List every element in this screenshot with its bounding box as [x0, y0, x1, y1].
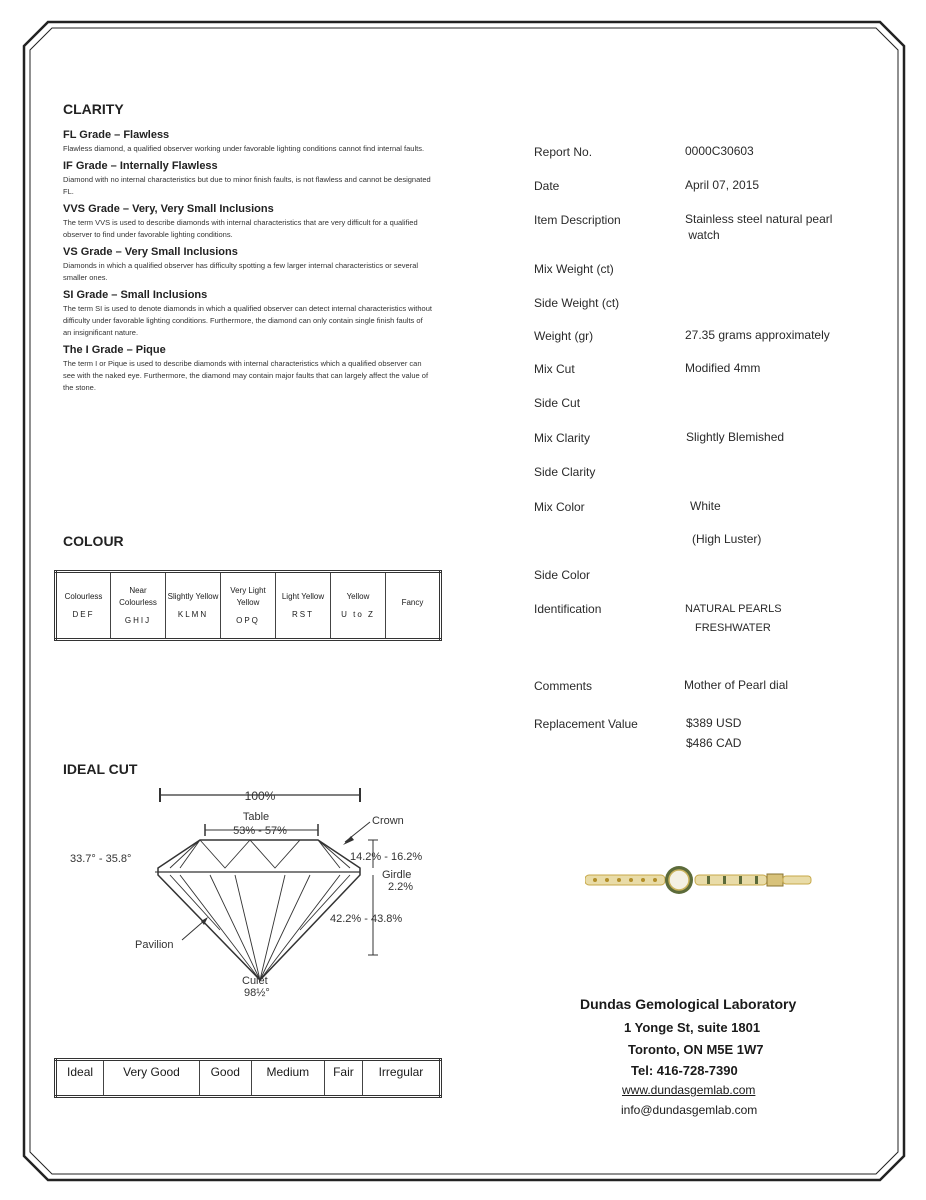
- colour-name: Near Colourless: [119, 585, 157, 607]
- grade-si: [63, 289, 443, 339]
- mix-color-note: (High Luster): [692, 532, 762, 546]
- colour-heading: COLOUR: [63, 533, 124, 549]
- lab-address-line2: Toronto, ON M5E 1W7: [628, 1042, 764, 1057]
- colour-code: KLMN: [177, 609, 209, 619]
- grade-title: VS Grade – Very Small Inclusions: [63, 246, 238, 258]
- watch-photo: [585, 864, 815, 896]
- clarity-section: [63, 101, 443, 399]
- cut-grade-cell: Very Good: [104, 1060, 200, 1097]
- grade-description: Diamond with no internal characteristics but due to minor finish faults, is not flawless and cannot be designated FL.: [63, 175, 431, 196]
- grade-if: [63, 160, 443, 198]
- girdle-percent-label: 2.2%: [388, 881, 414, 893]
- mix-weight-label: Mix Weight (ct): [534, 262, 614, 276]
- identification-value-line2: FRESHWATER: [695, 622, 771, 634]
- colour-name: Colourless: [64, 591, 103, 601]
- date-label: Date: [534, 179, 560, 193]
- culet-label: Culet: [242, 975, 268, 987]
- grade-description: Diamonds in which a qualified observer has difficulty spotting a few larger internal characteristics or several smaller ones.: [63, 261, 419, 282]
- replacement-value-cad: $486 CAD: [686, 736, 742, 750]
- lab-email[interactable]: info@dundasgemlab.com: [621, 1103, 758, 1117]
- colour-cell: [331, 572, 386, 640]
- colour-code: OPQ: [236, 615, 260, 625]
- grade-title: FL Grade – Flawless: [63, 129, 170, 141]
- cut-grade-table: [54, 1058, 442, 1098]
- replacement-value-usd: $389 USD: [686, 716, 742, 730]
- lab-address-line1: 1 Yonge St, suite 1801: [624, 1020, 761, 1035]
- grade-title: SI Grade – Small Inclusions: [63, 289, 208, 301]
- culet-angle-label: 98½°: [244, 987, 270, 999]
- cut-grade-cell: Irregular: [362, 1060, 440, 1097]
- colour-cell: [166, 572, 221, 640]
- width-label: 100%: [244, 789, 276, 803]
- colour-code: DEF: [72, 609, 95, 619]
- report-no-label: Report No.: [534, 145, 593, 159]
- grade-vvs: [63, 203, 443, 241]
- lab-telephone: Tel: 416-728-7390: [631, 1063, 738, 1078]
- comments-value: Mother of Pearl dial: [684, 678, 789, 692]
- side-color-label: Side Color: [534, 568, 591, 582]
- table-label: Table: [242, 811, 270, 823]
- grade-description: Flawless diamond, a qualified observer working under favorable lighting conditions cannot find internal faults.: [63, 144, 425, 153]
- grade-description: The term VVS is used to describe diamonds with internal characteristics that are very difficult for a qualified observer to find under favorable lighting conditions.: [63, 218, 418, 239]
- colour-code: U to Z: [341, 609, 375, 619]
- mix-color-value: White: [690, 499, 721, 513]
- grade-fl: [63, 129, 443, 155]
- report-no-value: 0000C30603: [685, 144, 754, 158]
- crown-height-label: 14.2% - 16.2%: [350, 851, 423, 863]
- colour-code: RST: [292, 609, 314, 619]
- replacement-value-label: Replacement Value: [534, 717, 638, 731]
- grade-description: The term SI is used to denote diamonds in which a qualified observer can detect internal characteristics without difficulty under favorable lighting conditions. Furthermore, the diamond can only contain single finish faults of an insignificant nature.: [63, 304, 432, 337]
- diamond-proportions-diagram: [60, 780, 450, 1005]
- clarity-heading: CLARITY: [63, 101, 124, 117]
- side-cut-label: Side Cut: [534, 396, 581, 410]
- item-description-label: Item Description: [534, 213, 621, 227]
- colour-name: Yellow: [346, 591, 370, 601]
- mix-clarity-label: Mix Clarity: [534, 431, 590, 445]
- cut-grade-cell: Good: [199, 1060, 251, 1097]
- crown-label: Crown: [372, 815, 404, 827]
- mix-clarity-value: Slightly Blemished: [686, 430, 785, 444]
- identification-label: Identification: [534, 602, 602, 616]
- pavilion-label: Pavilion: [135, 939, 174, 951]
- crown-angle-label: 33.7° - 35.8°: [70, 853, 132, 865]
- side-weight-label: Side Weight (ct): [534, 296, 620, 310]
- colour-scale-table: [54, 570, 442, 641]
- weight-label: Weight (gr): [534, 329, 594, 343]
- colour-name: Slightly Yellow: [167, 591, 219, 601]
- cut-grade-cell: Fair: [324, 1060, 362, 1097]
- colour-cell: [386, 572, 441, 640]
- mix-cut-value: Modified 4mm: [685, 361, 761, 375]
- colour-cell: [111, 572, 166, 640]
- pavilion-depth-label: 42.2% - 43.8%: [330, 913, 403, 925]
- colour-cell: [56, 572, 111, 640]
- date-value: April 07, 2015: [685, 178, 760, 192]
- grade-vs: [63, 246, 443, 284]
- colour-cell: [276, 572, 331, 640]
- cut-grade-cell: Ideal: [56, 1060, 104, 1097]
- weight-value: 27.35 grams approximately: [685, 328, 830, 342]
- colour-cell: [221, 572, 276, 640]
- mix-color-label: Mix Color: [534, 500, 585, 514]
- lab-name: Dundas Gemological Laboratory: [580, 996, 797, 1012]
- item-description-value-line2: watch: [685, 228, 720, 242]
- comments-label: Comments: [534, 679, 593, 693]
- table-percent-label: 53% - 57%: [233, 825, 287, 837]
- grade-title: The I Grade – Pique: [63, 344, 166, 356]
- grade-title: VVS Grade – Very, Very Small Inclusions: [63, 203, 274, 215]
- colour-name: Very Light Yellow: [230, 585, 266, 607]
- colour-name: Light Yellow: [281, 591, 325, 601]
- lab-website-link[interactable]: www.dundasgemlab.com: [622, 1083, 756, 1097]
- girdle-label: Girdle: [382, 869, 412, 881]
- cut-grade-cell: Medium: [251, 1060, 324, 1097]
- mix-cut-label: Mix Cut: [534, 362, 575, 376]
- identification-value: NATURAL PEARLS: [685, 603, 782, 615]
- item-description-value: Stainless steel natural pearl: [685, 212, 833, 226]
- side-clarity-label: Side Clarity: [534, 465, 596, 479]
- grade-i: [63, 344, 443, 394]
- colour-code: GHIJ: [124, 615, 152, 625]
- grade-title: IF Grade – Internally Flawless: [63, 160, 218, 172]
- grade-description: The term I or Pique is used to describe diamonds with internal characteristics which a qualified observer can see with the naked eye. Furthermore, the diamond may contain major faults that can largely affect the value of the stone.: [63, 359, 429, 392]
- colour-name: Fancy: [401, 597, 424, 607]
- ideal-cut-heading: IDEAL CUT: [63, 761, 138, 777]
